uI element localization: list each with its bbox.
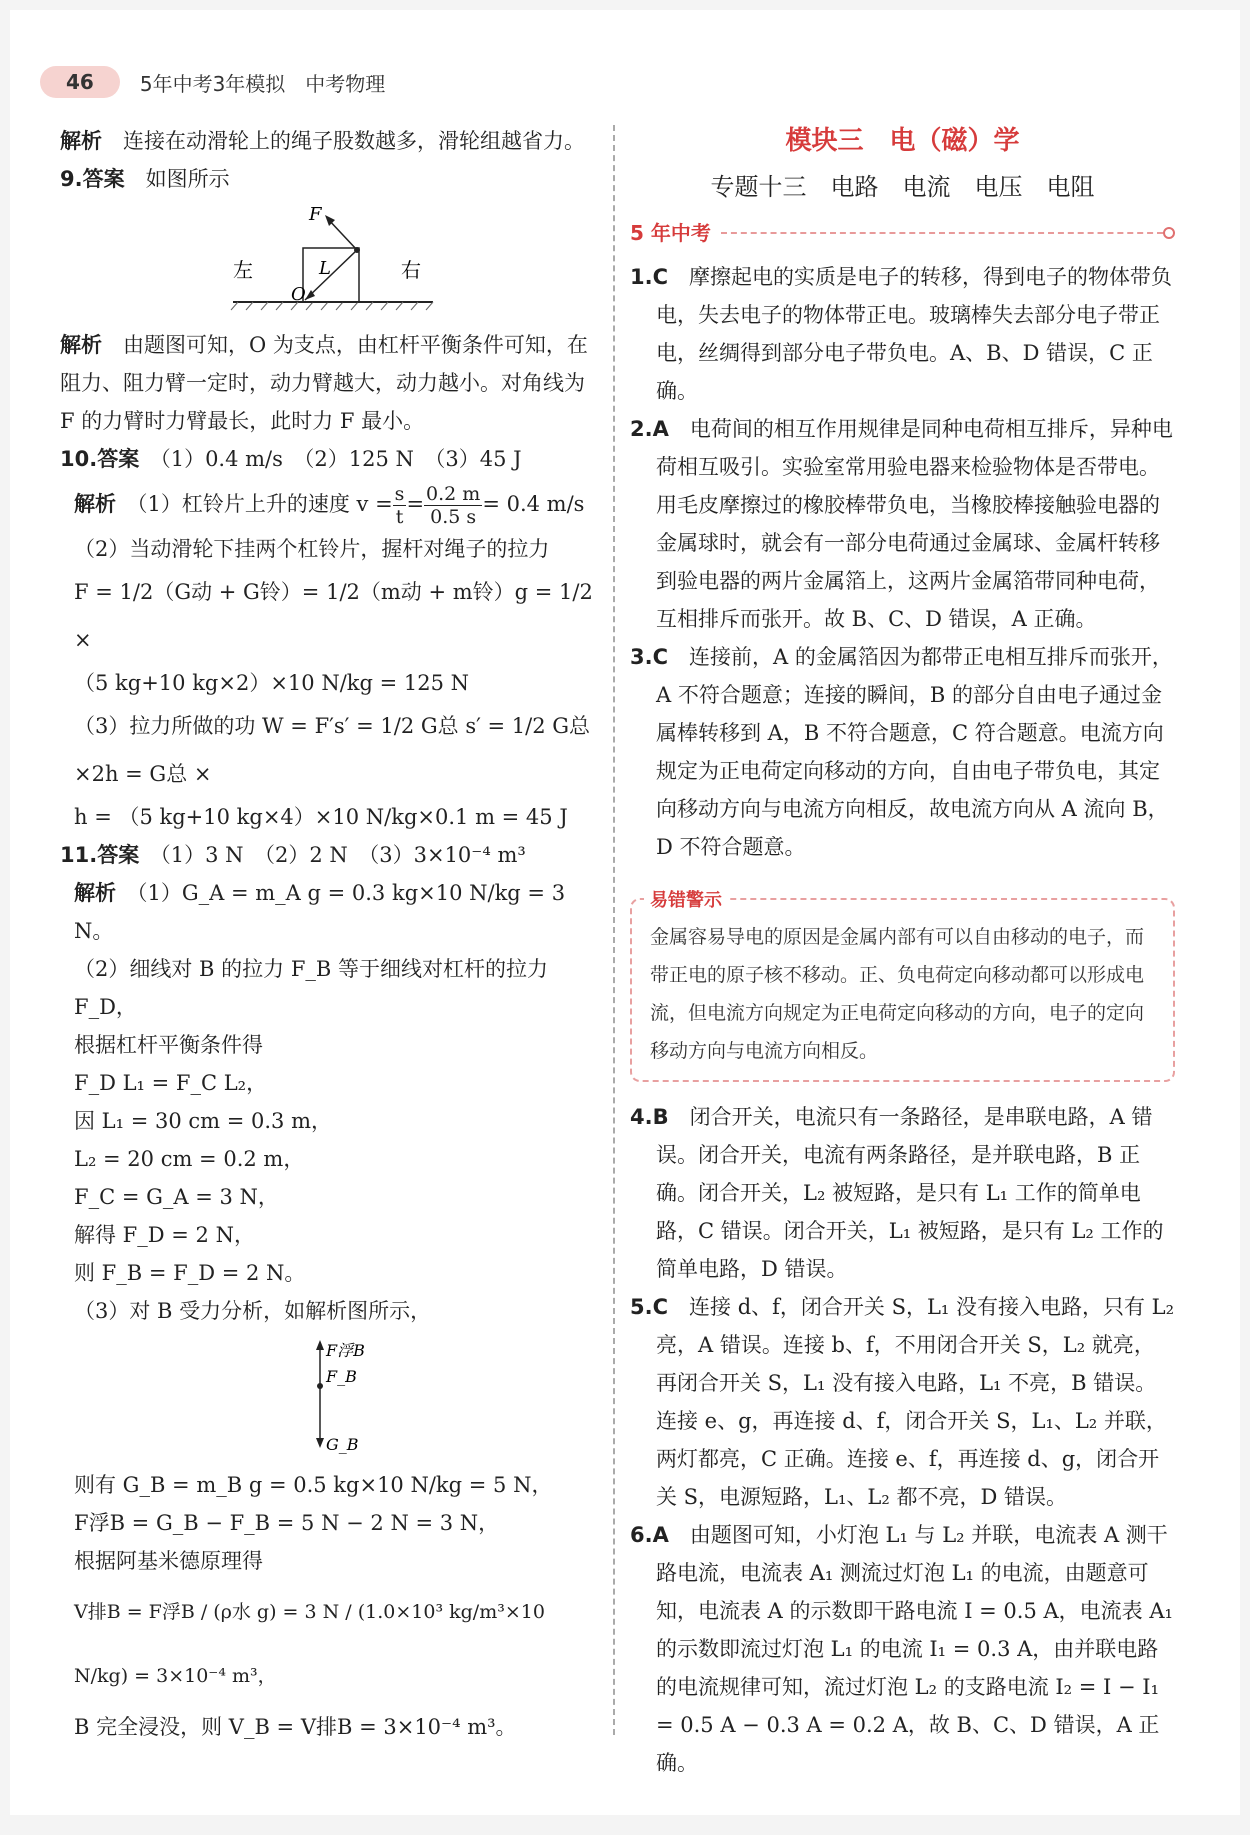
fraction-denominator: 0.5 s: [430, 506, 477, 528]
explain-line: （1）G_A = m_A g = 0.3 kg×10 N/kg = 3 N。: [74, 881, 566, 943]
item-number: 5.C: [630, 1295, 669, 1319]
explain-line: （5 kg+10 kg×2）×10 N/kg = 125 N: [74, 671, 470, 695]
explain-line: 根据杠杆平衡条件得: [74, 1033, 263, 1057]
warning-title: 易错警示: [644, 882, 728, 920]
q10-explanation: [60, 478, 605, 836]
arm-label: L: [318, 258, 331, 279]
question-number: 10.: [60, 447, 98, 471]
warning-box: [630, 890, 1175, 1082]
section-rule: [721, 232, 1163, 234]
gravity-label: G_B: [325, 1435, 359, 1454]
page-number: 46: [40, 66, 120, 98]
explain-line: （3）对 B 受力分析，如解析图所示，: [74, 1299, 432, 1323]
item-text: 连接 d、f，闭合开关 S，L₁ 没有接入电路，只有 L₂ 亮，A 错误。连接 b、f，不用闭合开关 S，L₂ 就亮，再闭合开关 S，L₁ 没有接入电路，L₁ 不亮，B 错误。连接 e、g，再连接 d、f，闭合开关 S，L₁、L₂ 并联，两灯都亮，C 正确。连接 e、f，再连接 d、g，闭合开关 S，电源短路，L₁、L₂ 都不亮，D 错误。: [656, 1295, 1175, 1509]
answer-label: 答案: [97, 843, 140, 867]
left-column: [60, 122, 605, 1746]
explain-text: 连接在动滑轮上的绳子股数越多，滑轮组越省力。: [123, 129, 585, 153]
explain-label: 解析: [74, 492, 116, 516]
item-number: 6.A: [630, 1523, 669, 1547]
explain-label: 解析: [74, 881, 116, 905]
answer-item: [630, 1098, 1175, 1288]
item-number: 2.A: [630, 417, 669, 441]
force-label: F: [308, 204, 321, 225]
lever-figure: [183, 202, 483, 322]
item-text: 由题图可知，小灯泡 L₁ 与 L₂ 并联，电流表 A 测干路电流，电流表 A₁ 测流过灯泡 L₁ 的电流，由题意可知，电流表 A 的示数即干路电流 I = 0.5 A，电流表 A₁ 的示数即流过灯泡 L₁ 的电流 I₁ = 0.3 A，由并联电路的电流规律可知，流过灯泡 L₂ 的支路电流 I₂ = I − I₁ = 0.5 A − 0.3 A = 0.2 A，故 B、C、D 错误，A 正确。: [656, 1523, 1173, 1775]
explain-line: 因 L₁ = 30 cm = 0.3 m，: [74, 1109, 332, 1133]
force-diagram: [280, 1334, 400, 1462]
explain-label: 解析: [60, 333, 102, 357]
pivot-label: O: [290, 284, 306, 305]
section-dot: [1163, 227, 1175, 239]
item-text: 闭合开关，电流只有一条路径，是串联电路，A 错误。闭合开关，电流有两条路径，是并联电路，B 正确。闭合开关，L₂ 被短路，是只有 L₁ 工作的简单电路，C 错误。闭合开关，L₁ 被短路，是只有 L₂ 工作的简单电路，D 错误。: [656, 1105, 1164, 1281]
item-number: 4.B: [630, 1105, 669, 1129]
section-header: [630, 214, 1175, 252]
item-text: 摩擦起电的实质是电子的转移，得到电子的物体带负电，失去电子的物体带正电。玻璃棒失去部分电子带正电，丝绸得到部分电子带负电。A、B、D 错误，C 正确。: [656, 265, 1173, 403]
explain-line: F = 1/2（G动 + G铃）= 1/2（m动 + m铃）g = 1/2 ×: [74, 580, 593, 652]
answer-text: 如图所示: [145, 167, 230, 191]
explain-text: 由题图可知，O 为支点，由杠杆平衡条件可知，在阻力、阻力臂一定时，动力臂越大，动力越小。对角线为 F 的力臂时力臂最长，此时力 F 最小。: [60, 333, 588, 433]
answer-label: 答案: [97, 447, 140, 471]
explain-line: h = （5 kg+10 kg×4）×10 N/kg×0.1 m = 45 J: [74, 805, 568, 829]
q9-explanation: [60, 326, 605, 440]
explain-line: （3）拉力所做的功 W = F′s′ = 1/2 G总 s′ = 1/2 G总 ×2h = G总 ×: [74, 714, 591, 786]
right-label: 右: [400, 258, 421, 282]
answer-item: [630, 258, 1175, 410]
question-number: 11.: [60, 843, 98, 867]
buoyancy-label: F浮B: [325, 1341, 365, 1360]
explain-line: 根据阿基米德原理得: [74, 1549, 263, 1573]
left-label: 左: [232, 258, 253, 282]
explain-line: （2）当动滑轮下挂两个杠铃片，握杆对绳子的拉力: [74, 537, 550, 561]
equation: V排B = F浮B / (ρ水 g) = 3 N / (1.0×10³ kg/m³×10 N/kg) = 3×10⁻⁴ m³，: [74, 1601, 545, 1687]
explain-line: B 完全浸没，则 V_B = V排B = 3×10⁻⁴ m³。: [74, 1715, 517, 1739]
page-header: [40, 62, 385, 102]
module-title: 模块三 电（磁）学: [785, 126, 1020, 156]
warning-text: 金属容易导电的原因是金属内部有可以自由移动的电子，而带正电的原子核不移动。正、负电荷定向移动都可以形成电流，但电流方向规定为正电荷定向移动的方向，电子的定向移动方向与电流方向相反。: [650, 926, 1145, 1062]
explain-line: 则有 G_B = m_B g = 0.5 kg×10 N/kg = 5 N，: [74, 1473, 553, 1497]
explain-line: （2）细线对 B 的拉力 F_B 等于细线对杠杆的拉力 F_D，: [74, 957, 548, 1019]
fraction: [424, 483, 482, 528]
answer-item: [630, 410, 1175, 638]
answer-item: [630, 638, 1175, 866]
item-text: 电荷间的相互作用规律是同种电荷相互排斥，异种电荷相互吸引。实验室常用验电器来检验物体是否带电。用毛皮摩擦过的橡胶棒带负电，当橡胶棒接触验电器的金属球时，就会有一部分电荷通过金属球、金属杆转移到验电器的两片金属箔上，这两片金属箔带同种电荷，互相排斥而张开。故 B、C、D 错误，A 正确。: [656, 417, 1173, 631]
tension-label: F_B: [325, 1367, 357, 1386]
page: [10, 10, 1240, 1815]
q9-answer: [60, 160, 605, 198]
explain-line: 解得 F_D = 2 N，: [74, 1223, 255, 1247]
equals: =: [406, 492, 425, 516]
explain-line: L₂ = 20 cm = 0.2 m，: [74, 1147, 305, 1171]
explain-line: F浮B = G_B − F_B = 5 N − 2 N = 3 N，: [74, 1511, 500, 1535]
q8-explanation: [60, 122, 605, 160]
question-number: 9.: [60, 167, 83, 191]
answer-item: [630, 1288, 1175, 1516]
q11-explanation: [60, 874, 605, 1746]
answer-text: （1）0.4 m/s （2）125 N （3）45 J: [160, 447, 522, 471]
item-text: 连接前，A 的金属箔因为都带正电相互排斥而张开，A 不符合题意；连接的瞬间，B 的部分自由电子通过金属棒转移到 A，B 不符合题意，C 符合题意。电流方向规定为正电荷定向移动的方向，自由电子带负电，其定向移动方向与电流方向相反，故电流方向从 A 流向 B，D 不符合题意。: [656, 645, 1173, 859]
explain-line: （1）杠铃片上升的速度 v =: [137, 492, 393, 516]
answer-label: 答案: [82, 167, 125, 191]
fraction-denominator: t: [395, 506, 404, 528]
q11-answer: [60, 836, 605, 874]
explain-line: F_C = G_A = 3 N，: [74, 1185, 279, 1209]
item-number: 3.C: [630, 645, 669, 669]
explain-line: = 0.4 m/s: [482, 492, 585, 516]
topic-title: 专题十三 电路 电流 电压 电阻: [710, 173, 1095, 201]
q10-answer: [60, 440, 605, 478]
item-number: 1.C: [630, 265, 669, 289]
book-title: 5年中考3年模拟 中考物理: [139, 71, 386, 96]
fraction-numerator: 0.2 m: [426, 483, 481, 505]
fraction-numerator: s: [394, 483, 405, 505]
section-label: 5 年中考: [630, 221, 711, 245]
explain-label: 解析: [60, 129, 102, 153]
fraction: [393, 483, 407, 528]
answer-item: [630, 1516, 1175, 1782]
explain-line: 则 F_B = F_D = 2 N。: [74, 1261, 306, 1285]
explain-line: F_D L₁ = F_C L₂，: [74, 1071, 268, 1095]
column-divider: [613, 125, 615, 1735]
answer-text: （1）3 N （2）2 N （3）3×10⁻⁴ m³: [160, 843, 526, 867]
right-column: [630, 122, 1175, 1782]
